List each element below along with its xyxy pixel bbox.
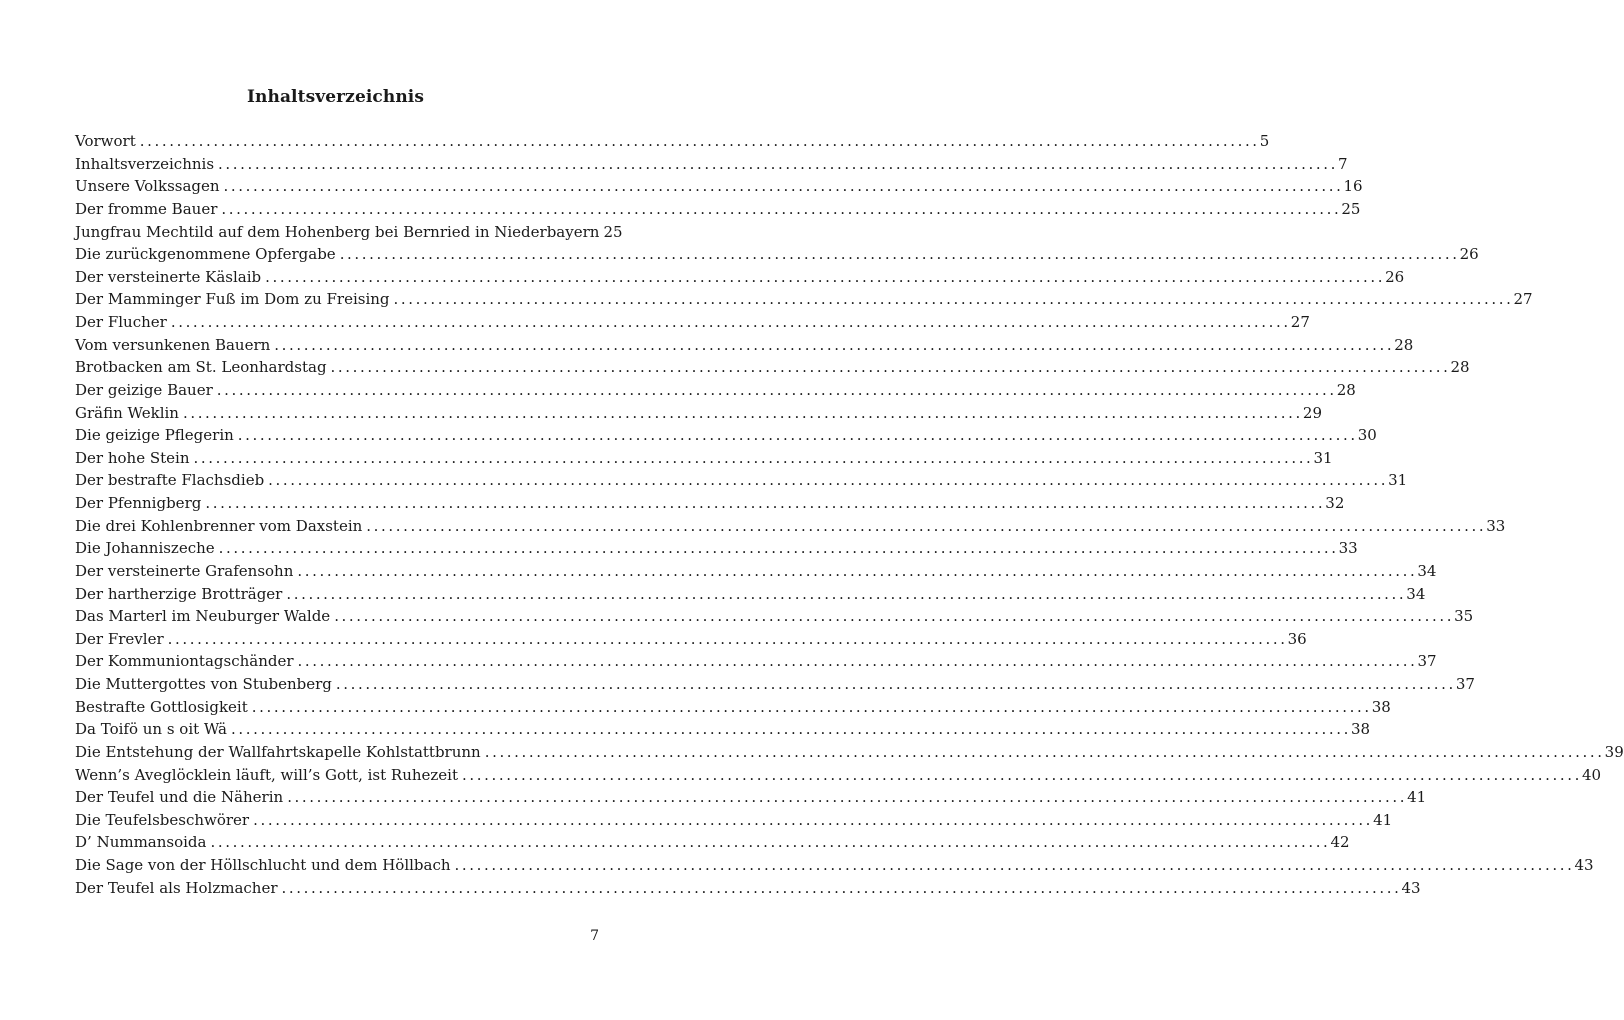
- dot-leader: [336, 673, 1456, 696]
- toc-entry-title: Vorwort: [75, 132, 136, 150]
- toc-entry-title: Der Flucher: [75, 313, 167, 331]
- toc-entry: [75, 718, 1371, 741]
- toc-entry: [75, 424, 1377, 447]
- toc-entry: [75, 764, 1602, 787]
- dot-leader: [340, 243, 1460, 266]
- toc-entry-page: 34: [1417, 561, 1437, 580]
- toc-entry-page: 30: [1357, 426, 1377, 445]
- dot-leader: [282, 877, 1402, 900]
- toc-entry-title: Der versteinerte Grafensohn: [75, 561, 294, 580]
- toc-entry-page: 16: [1343, 177, 1363, 196]
- toc-entry-page: 39: [1604, 742, 1624, 761]
- toc-entry: [75, 628, 1307, 651]
- toc-entry: [75, 221, 623, 244]
- toc-entry-page: 33: [1338, 539, 1358, 558]
- toc-entry-title: Der bestrafte Flachsdieb: [75, 471, 265, 490]
- toc-entry-title: Der versteinerte Käslaib: [75, 267, 262, 286]
- toc-entry-title: Der hohe Stein: [75, 448, 190, 467]
- toc-entry: [75, 492, 1345, 515]
- dot-leader: [394, 288, 1514, 311]
- dot-leader: [286, 583, 1406, 606]
- toc-entry-page: 33: [1486, 516, 1506, 535]
- toc-entry-title: Da Toifö un s oit Wä: [75, 720, 227, 739]
- dot-leader: [231, 718, 1351, 741]
- toc-entry: [75, 469, 1408, 492]
- toc-entry-title: Die Johanniszeche: [75, 539, 215, 558]
- toc-entry: [75, 288, 1533, 311]
- dot-leader: [462, 764, 1582, 787]
- toc-entry-title: Die Muttergottes von Stubenberg: [75, 675, 332, 693]
- toc-entry-page: 35: [1454, 607, 1474, 626]
- toc-entry: [75, 583, 1426, 606]
- toc-entry-page: 38: [1350, 720, 1371, 739]
- toc-entry-page: 7: [1337, 154, 1348, 173]
- dot-leader: [221, 198, 1341, 221]
- toc-entry: [75, 130, 1270, 153]
- toc-entry-page: 40: [1581, 765, 1602, 784]
- toc-entry: [75, 741, 1624, 764]
- toc-entry: [75, 311, 1310, 334]
- dot-leader: [218, 153, 1338, 176]
- toc-entry-title: Der fromme Bauer: [75, 199, 218, 218]
- toc-entry-page: 43: [1401, 878, 1421, 897]
- toc-entry-title: Jungfrau Mechtild auf dem Hohenberg bei Bernried in Niederbayern: [75, 222, 600, 241]
- toc-entry-title: Der Mamminger Fuß im Dom zu Freising: [75, 290, 390, 309]
- toc-entry-page: 41: [1407, 788, 1427, 807]
- toc-entry-page: 31: [1313, 448, 1333, 467]
- toc-entry: [75, 650, 1437, 673]
- toc-entry: [75, 356, 1470, 379]
- toc-entry-title: D’ Nummansoida: [75, 833, 207, 852]
- toc-entry-title: Der geizige Bauer: [75, 380, 213, 399]
- dot-leader: [485, 741, 1605, 764]
- dot-leader: [253, 809, 1373, 832]
- toc-entry: [75, 605, 1474, 628]
- dot-leader: [205, 492, 1325, 515]
- toc-entry-page: 28: [1394, 335, 1414, 354]
- toc-entry: [75, 877, 1421, 900]
- toc-entry-title: Der Frevler: [75, 629, 164, 648]
- toc-entry: [75, 379, 1356, 402]
- toc-entry-title: Der hartherzige Brotträger: [75, 584, 283, 603]
- toc-entry-page: 34: [1406, 584, 1426, 603]
- dot-leader: [455, 854, 1575, 877]
- toc-entry-page: 36: [1287, 629, 1307, 648]
- toc-entry-title: Der Teufel als Holzmacher: [75, 878, 278, 897]
- dot-leader: [140, 130, 1260, 153]
- toc-entry: [75, 515, 1506, 538]
- dot-leader: [193, 447, 1313, 470]
- toc-entry-page: 28: [1336, 380, 1356, 399]
- dot-leader: [183, 402, 1303, 425]
- toc-entry-title: Bestrafte Gottlosigkeit: [75, 697, 248, 716]
- dot-leader: [219, 537, 1339, 560]
- toc-entry-title: Die drei Kohlenbrenner vom Daxstein: [75, 516, 363, 535]
- toc-entry: [75, 334, 1414, 357]
- toc-entry: [75, 854, 1594, 877]
- toc-entry: [75, 153, 1348, 176]
- toc-entry-page: 29: [1302, 403, 1322, 422]
- dot-leader: [268, 469, 1388, 492]
- toc-entry: [75, 198, 1361, 221]
- toc-entry: [75, 447, 1333, 470]
- toc-entry-page: 25: [1341, 199, 1361, 218]
- dot-leader: [297, 560, 1417, 583]
- toc-entry-title: Der Kommuniontagschänder: [75, 652, 294, 671]
- page-number: 7: [590, 928, 599, 944]
- dot-leader: [265, 266, 1385, 289]
- toc-entry-page: 37: [1417, 652, 1437, 671]
- dot-leader: [334, 605, 1454, 628]
- dot-leader: [224, 175, 1344, 198]
- toc-entry-page: 37: [1455, 675, 1475, 693]
- dot-leader: [168, 628, 1288, 651]
- toc-entry-title: Der Pfennigberg: [75, 494, 202, 512]
- toc-entry-page: 28: [1450, 358, 1470, 377]
- toc-entry: [75, 831, 1350, 854]
- toc-entry-page: 5: [1259, 132, 1270, 150]
- toc-entry-page: 38: [1371, 697, 1391, 716]
- dot-leader: [298, 650, 1418, 673]
- toc-entry-title: Das Marterl im Neuburger Walde: [75, 607, 331, 626]
- dot-leader: [331, 356, 1451, 379]
- toc-entry-title: Der Teufel und die Näherin: [75, 788, 284, 807]
- toc-entry-page: 27: [1290, 313, 1310, 331]
- dot-leader: [171, 311, 1291, 334]
- dot-leader: [252, 696, 1372, 719]
- toc-entry-page: 26: [1459, 245, 1479, 264]
- toc-entry-title: Vom versunkenen Bauern: [75, 335, 271, 354]
- dot-leader: [217, 379, 1337, 402]
- dot-leader: [210, 831, 1330, 854]
- page-title: Inhaltsverzeichnis: [246, 87, 425, 107]
- toc-entry-title: Die Teufelsbeschwörer: [75, 810, 250, 829]
- dot-leader: [238, 424, 1358, 447]
- toc-entry-page: 31: [1388, 471, 1408, 490]
- toc-entry-title: Brotbacken am St. Leonhardstag: [75, 358, 327, 377]
- toc-entry-title: Die zurückgenommene Opfergabe: [75, 245, 336, 264]
- toc-entry-page: 43: [1574, 856, 1594, 874]
- toc-entry-title: Die Sage von der Höllschlucht und dem Höllbach: [75, 856, 451, 874]
- toc-entry: [75, 560, 1437, 583]
- toc-entry-page: 41: [1373, 810, 1393, 829]
- toc-entry: [75, 786, 1427, 809]
- toc-entry-page: 26: [1385, 267, 1405, 286]
- table-of-contents: [75, 130, 1624, 899]
- dot-leader: [274, 334, 1394, 357]
- toc-entry: [75, 243, 1479, 266]
- toc-entry: [75, 402, 1322, 425]
- toc-entry-title: Unsere Volkssagen: [75, 177, 220, 196]
- toc-entry: [75, 537, 1358, 560]
- toc-entry-title: Gräfin Weklin: [75, 403, 179, 422]
- toc-entry: [75, 175, 1363, 198]
- toc-entry-page: 32: [1325, 494, 1345, 512]
- toc-entry-title: Die geizige Pflegerin: [75, 426, 234, 445]
- toc-entry-page: 25: [603, 222, 623, 241]
- dot-leader: [366, 515, 1486, 538]
- dot-leader: [287, 786, 1407, 809]
- toc-entry: [75, 696, 1391, 719]
- toc-entry: [75, 266, 1405, 289]
- toc-entry-page: 27: [1513, 290, 1533, 309]
- toc-entry: [75, 809, 1393, 832]
- toc-entry: [75, 673, 1475, 696]
- toc-entry-title: Inhaltsverzeichnis: [75, 154, 215, 173]
- toc-entry-title: Die Entstehung der Wallfahrtskapelle Kohlstattbrunn: [75, 742, 481, 761]
- toc-entry-title: Wenn’s Aveglöcklein läuft, will’s Gott, ist Ruhezeit: [75, 765, 458, 784]
- toc-entry-page: 42: [1330, 833, 1350, 852]
